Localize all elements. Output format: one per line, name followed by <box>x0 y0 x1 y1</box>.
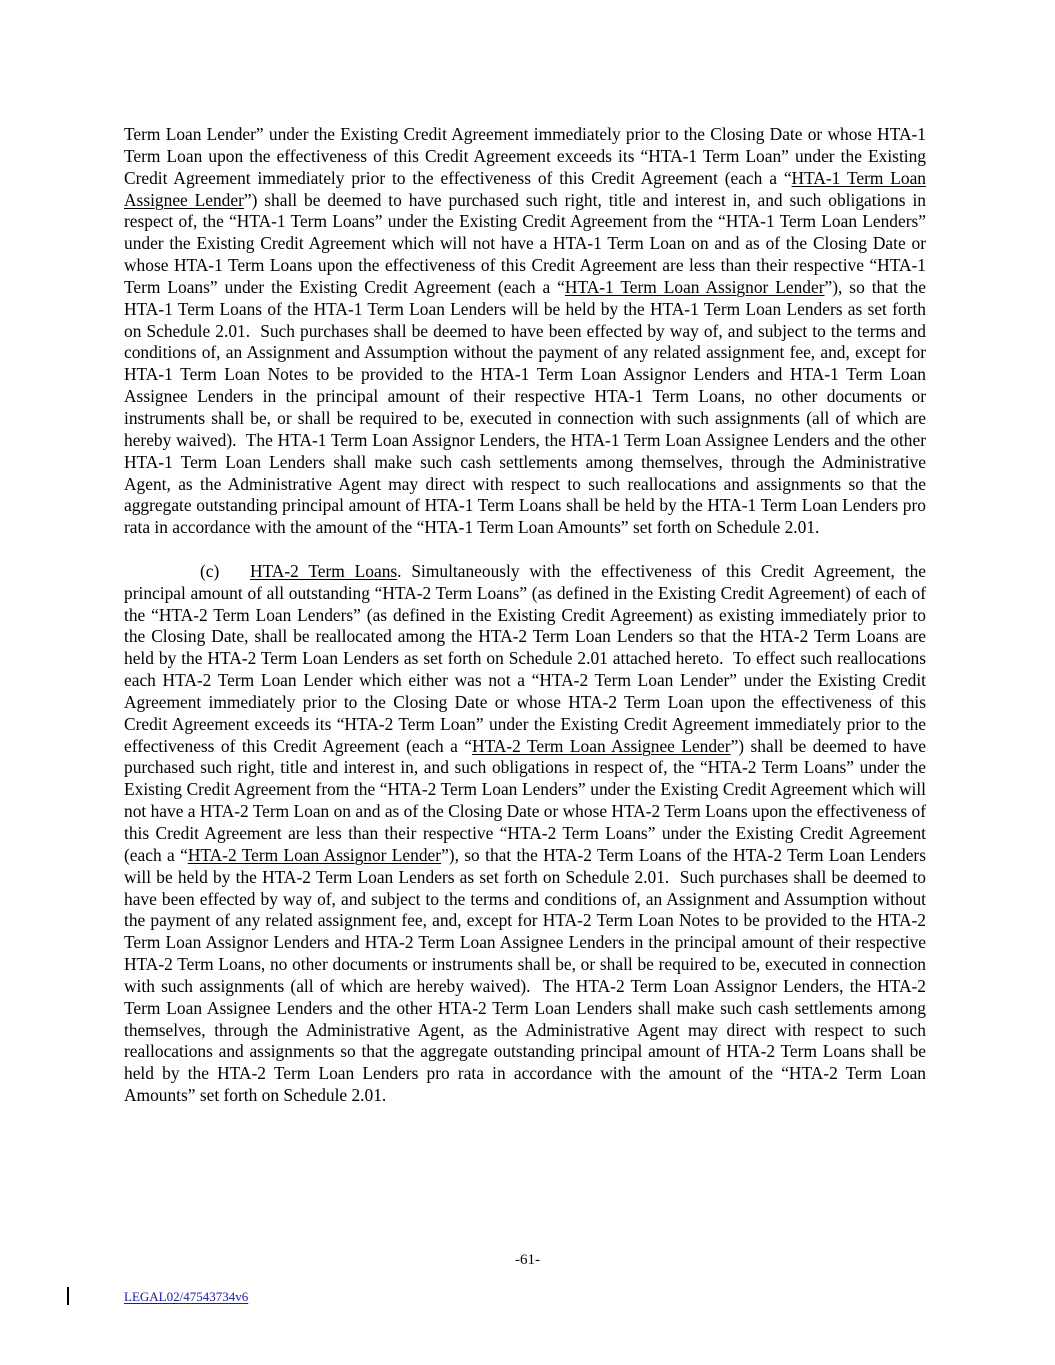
document-body <box>124 124 926 1107</box>
defined-term-hta2-assignor-lender: HTA-2 Term Loan Assignor Lender <box>187 844 442 865</box>
paragraph-c-heading: HTA-2 Term Loans <box>250 560 398 581</box>
page-number: -61- <box>515 1252 540 1268</box>
text-run: ”), so that the HTA-1 Term Loans of the HTA-1 Term Loan Lenders will be held by the HTA-1 Term Loan Lenders as set forth on Schedule 2.01. Such purchases shall be deemed to have been effected by way of, and subject to the terms and conditions of, an Assignment and Assumption without the payment of any related assignment fee, and, except for HTA-1 Term Loan Notes to be provided to the HTA-1 Term Loan Assignor Lenders and HTA-1 Term Loan Assignee Lenders in the principal amount of their respective HTA-1 Term Loans, no other documents or instruments shall be, or shall be required to be, executed in connection with such assignments (all of which are hereby waived). The HTA-1 Term Loan Assignor Lenders, the HTA-1 Term Loan Assignee Lenders and the other HTA-1 Term Loan Lenders shall make such cash settlements among themselves, through the Administrative Agent, as the Administrative Agent may direct with respect to such reallocations and assignments so that the aggregate outstanding principal amount of HTA-1 Term Loans shall be held by the HTA-1 Term Loan Lenders pro rata in accordance with the amount of the “HTA-1 Term Loan Amounts” set forth on Schedule 2.01. <box>124 276 927 538</box>
defined-term-hta1-assignee-lender: HTA-1 Term Loan Assignee Lender <box>124 167 926 210</box>
text-run: ”) shall be deemed to have purchased such right, title and interest in, and such obligations in respect of, the “HTA-1 Term Loans” under the Existing Credit Agreement from the “HTA-1 Term Loan Lenders” under the Existing Credit Agreement which will not have a HTA-1 Term Loan on and as of the Closing Date or whose HTA-1 Term Loans upon the effectiveness of this Credit Agreement are less than their respective “HTA-1 Term Loans” under the Existing Credit Agreement (each a “ <box>124 189 926 297</box>
paragraph-c-label: (c) <box>200 560 220 581</box>
revision-bar <box>67 1287 69 1305</box>
paragraph-b-continuation <box>124 124 926 539</box>
document-id-link[interactable]: LEGAL02/47543734v6 <box>124 1289 249 1304</box>
defined-term-hta2-assignee-lender: HTA-2 Term Loan Assignee Lender <box>472 735 731 756</box>
defined-term-hta1-assignor-lender: HTA-1 Term Loan Assignor Lender <box>564 276 825 297</box>
text-run: ”) shall be deemed to have purchased such right, title and interest in, and such obligations in respect of, the “HTA-2 Term Loans” under the Existing Credit Agreement from the “HTA-2 Term Loan Lenders” under the Existing Credit Agreement which will not have a HTA-2 Term Loan on and as of the Closing Date or whose HTA-2 Term Loans upon the effectiveness of this Credit Agreement are less than their respective “HTA-2 Term Loans” under the Existing Credit Agreement (each a “ <box>124 735 927 865</box>
paragraph-c <box>124 561 926 1107</box>
text-run: Term Loan Lender” under the Existing Credit Agreement immediately prior to the Closing Date or whose HTA-1 Term Loan upon the effectiveness of this Credit Agreement exceeds its “HTA-1 Term Loan” under the Existing Credit Agreement immediately prior to the effectiveness of this Credit Agreement (each a “ <box>124 124 926 188</box>
text-run: ”), so that the HTA-2 Term Loans of the HTA-2 Term Loan Lenders will be held by the HTA-2 Term Loan Lenders as set forth on Schedule 2.01. Such purchases shall be deemed to have been effected by way of, and subject to the terms and conditions of, an Assignment and Assumption without the payment of any related assignment fee, and, except for HTA-2 Term Loan Notes to be provided to the HTA-2 Term Loan Assignor Lenders and HTA-2 Term Loan Assignee Lenders in the principal amount of their respective HTA-2 Term Loans, no other documents or instruments shall be, or shall be required to be, executed in connection with such assignments (all of which are hereby waived). The HTA-2 Term Loan Assignor Lenders, the HTA-2 Term Loan Assignee Lenders and the other HTA-2 Term Loan Lenders shall make such cash settlements among themselves, through the Administrative Agent, as the Administrative Agent may direct with respect to such reallocations and assignments so that the aggregate outstanding principal amount of HTA-2 Term Loans shall be held by the HTA-2 Term Loan Lenders pro rata in accordance with the amount of the “HTA-2 Term Loan Amounts” set forth on Schedule 2.01. <box>124 844 926 1106</box>
text-run: . Simultaneously with the effectiveness of this Credit Agreement, the principal amount of all outstanding “HTA-2 Term Loans” (as defined in the Existing Credit Agreement) of each of the “HTA-2 Term Loan Lenders” (as defined in the Existing Credit Agreement) as existing immediately prior to the Closing Date, shall be reallocated among the HTA-2 Term Loan Lenders so that the HTA-2 Term Loans are held by the HTA-2 Term Loan Lenders as set forth on Schedule 2.01 attached hereto. To effect such reallocations each HTA-2 Term Loan Lender which either was not a “HTA-2 Term Loan Lender” under the Existing Credit Agreement immediately prior to the Closing Date or whose HTA-2 Term Loan upon the effectiveness of this Credit Agreement exceeds its “HTA-2 Term Loan” under the Existing Credit Agreement immediately prior to the effectiveness of this Credit Agreement (each a “ <box>124 560 926 756</box>
